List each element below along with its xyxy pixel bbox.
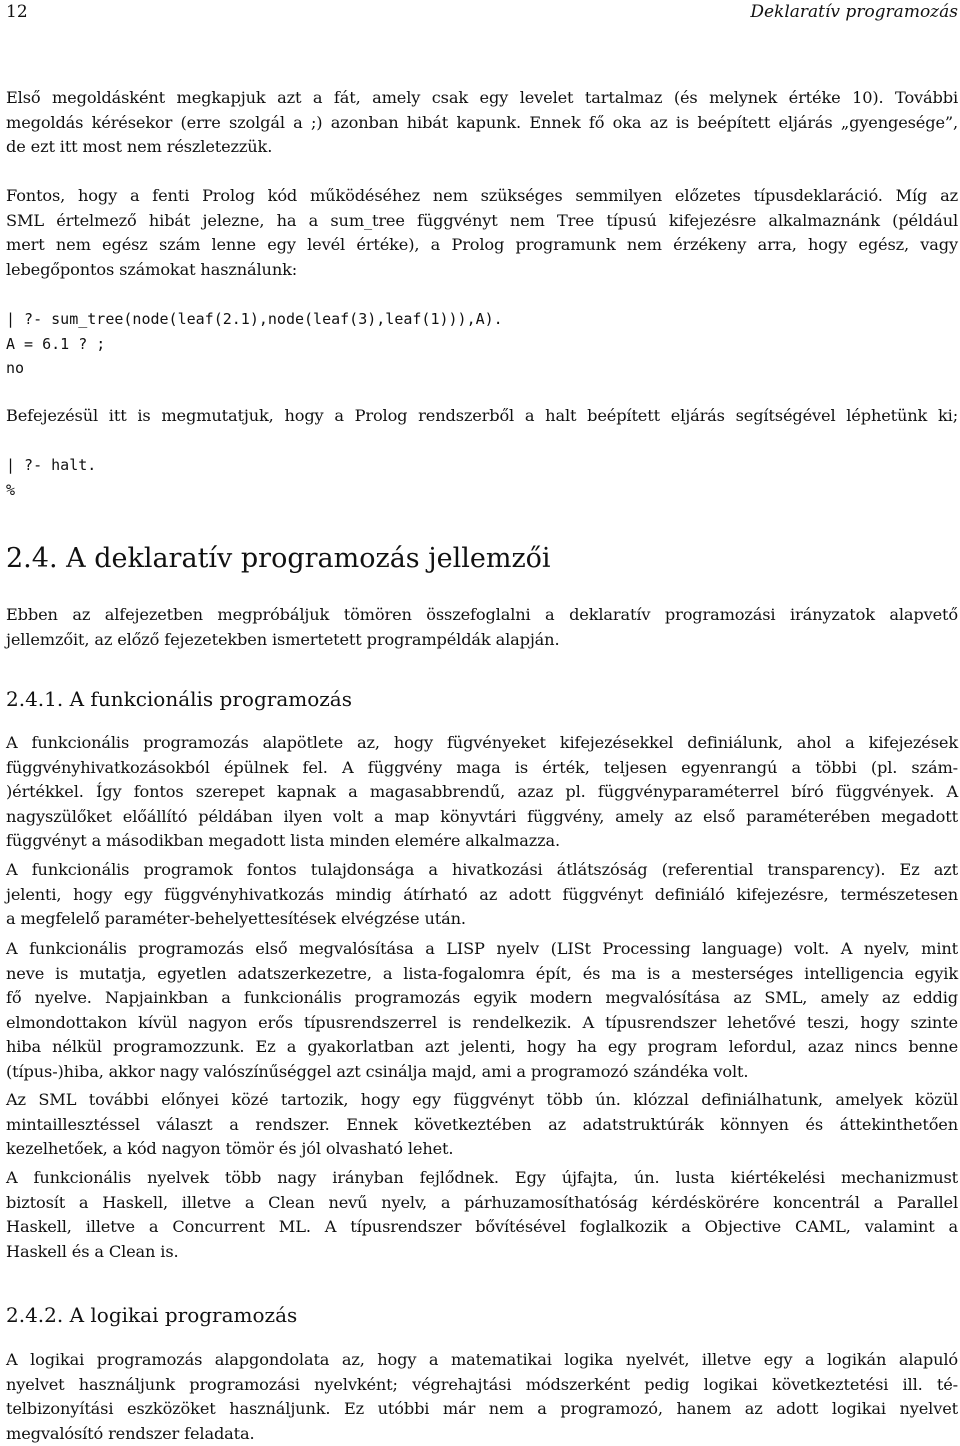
text-line: függvényhivatkozásokból épülnek fel. A függvény maga is érték, teljesen egyenrangú a többi (pl. szám- xyxy=(6,757,958,777)
paragraph-referential-transparency xyxy=(6,858,958,932)
code-block-halt xyxy=(6,453,958,502)
text-line: Befejezésül itt is megmutatjuk, hogy a Prolog rendszerből a halt beépített eljárás segítségével léphetünk ki; xyxy=(6,406,958,425)
code-line: | ?- sum_tree(node(leaf(2.1),node(leaf(3),leaf(1))),A). xyxy=(6,310,503,328)
subsection-title: A logikai programozás xyxy=(69,1303,298,1327)
text-line: lebegőpontos számokat használunk: xyxy=(6,259,298,279)
text-line: (típus-)hiba, akkor nagy valószínűséggel azt csinálja majd, ami a programozó szándéka volt. xyxy=(6,1061,749,1081)
subsection-heading-logic xyxy=(6,1302,958,1328)
text-line: jellemzőit, az előző fejezetekben ismertetett programpéldák alapján. xyxy=(6,629,560,649)
text-line: neve is mutatja, egyetlen adatszerkezetre, a lista-fogalomra épít, és ma is a mesterséges intelligencia egyik xyxy=(6,963,958,983)
subsection-number: 2.4.2. xyxy=(6,1303,64,1327)
paragraph-type-declaration xyxy=(6,184,958,282)
text-line: nyelvet használjunk programozási nyelvként; végrehajtási módszerként pedig logikai következtetési ill. té- xyxy=(6,1374,958,1394)
page-header xyxy=(6,2,958,26)
paragraph-sml-advantages xyxy=(6,1088,958,1162)
text-line: )értékkel. Így fontos szerepet kapnak a magasabbrendű, azaz pl. függvényparaméterrel bíró függvények. A xyxy=(6,782,958,801)
text-line: jelenti, hogy egy függvényhivatkozás mindig átírható az adott függvényt definiáló kifejezésre, természetesen xyxy=(6,884,958,904)
text-line: A logikai programozás alapgondolata az, hogy a matematikai logika nyelvét, illetve egy a logikán alapuló xyxy=(6,1350,958,1369)
code-line: | ?- halt. xyxy=(6,456,97,474)
text-line: mintaillesztéssel választ a rendszer. Ennek következtében az adatstruktúrák könnyen és áttekinthetően xyxy=(6,1114,958,1134)
text-line: A funkcionális nyelvek több nagy irányban fejlődnek. Egy újfajta, ún. lusta kiértékelési mechanizmust xyxy=(6,1168,958,1187)
paragraph-halt xyxy=(6,404,958,429)
text-line: mert nem egész szám lenne egy levél értéke), a Prolog programunk nem érzékeny arra, hogy egész, vagy xyxy=(6,235,958,254)
code-line: % xyxy=(6,480,16,499)
text-line: telbizonyítási eszközöket használjunk. Ez utóbbi már nem a programozó, hanem az adott logikai nyelvet xyxy=(6,1399,958,1418)
text-line: SML értelmező hibát jelezne, ha a sum_tree függvényt nem Tree típusú kifejezésre alkalmaznánk (például xyxy=(6,210,958,230)
subsection-number: 2.4.1. xyxy=(6,687,64,711)
text-line: hiba nélkül programozzunk. Ez a gyakorlatban azt jelenti, hogy ha egy program lefordul, azaz nincs benne xyxy=(6,1037,958,1056)
code-line: A = 6.1 ? ; xyxy=(6,334,106,353)
text-line: A funkcionális programok fontos tulajdonsága a hivatkozási átlátszóság (referential transparency). Ez azt xyxy=(6,860,958,879)
text-line: a megfelelő paraméter-behelyettesítések elvégzése után. xyxy=(6,909,466,928)
text-line: Első megoldásként megkapjuk azt a fát, amely csak egy levelet tartalmaz (és melynek értéke 10). További xyxy=(6,88,958,107)
text-line: elmondottakon kívül nagyon erős típusrendszerrel is rendelkezik. A típusrendszer lehetővé teszi, hogy szinte xyxy=(6,1012,958,1032)
text-line: Haskell, illetve a Concurrent ML. A típusrendszer bővítésével foglalkozik a Objective CAML, valamint a xyxy=(6,1217,958,1236)
text-line: Az SML további előnyei közé tartozik, hogy egy függvényt több ún. klózzal definiálhatunk, amelyek közül xyxy=(6,1090,958,1109)
text-line: Fontos, hogy a fenti Prolog kód működéséhez nem szükséges semmilyen előzetes típusdeklaráció. Míg az xyxy=(6,186,958,205)
text-line: Ebben az alfejezetben megpróbáljuk tömören összefoglalni a deklaratív programozási irányzatok alapvető xyxy=(6,605,958,624)
text-line: megvalósító rendszer feladata. xyxy=(6,1423,255,1443)
text-line: fő nyelve. Napjainkban a funkcionális programozás egyik modern megvalósítása az SML, amely az eddig xyxy=(6,988,958,1007)
text-line: Haskell és a Clean is. xyxy=(6,1241,179,1261)
text-line: A funkcionális programozás első megvalósítása a LISP nyelv (LISt Processing language) volt. A nyelv, mint xyxy=(6,939,958,958)
section-number: 2.4. xyxy=(6,543,58,574)
paragraph-functional-directions xyxy=(6,1166,958,1264)
running-title: Deklaratív programozás xyxy=(750,2,958,22)
text-line: megoldás kérésekor (erre szolgál a ;) azonban hibát kapunk. Ennek fő oka az is beépített eljárás „gyengesége”, xyxy=(6,112,958,132)
text-line: nagyszülőket előállító példában ilyen volt a map könyvtári függvény, amely az első paraméterében megadott xyxy=(6,806,958,826)
code-block-sum-tree xyxy=(6,307,958,381)
code-line: no xyxy=(6,359,25,377)
text-line: A funkcionális programozás alapötlete az, hogy fügvényeket kifejezésekkel definiálunk, ahol a kifejezések xyxy=(6,733,958,752)
paragraph-first-solution xyxy=(6,86,958,160)
paragraph-logic-programming xyxy=(6,1348,958,1446)
text-line: de ezt itt most nem részletezzük. xyxy=(6,137,273,156)
subsection-heading-functional xyxy=(6,686,958,712)
paragraph-functional-basics xyxy=(6,731,958,854)
text-line: kezelhetőek, a kód nagyon tömör és jól olvasható lehet. xyxy=(6,1139,454,1158)
section-title: A deklaratív programozás jellemzői xyxy=(66,543,551,574)
subsection-title: A funkcionális programozás xyxy=(69,687,352,711)
text-line: függvényt a másodikban megadott lista minden elemére alkalmazza. xyxy=(6,831,560,850)
page-number: 12 xyxy=(6,2,28,22)
section-heading xyxy=(6,543,958,575)
text-line: biztosít a Haskell, illetve a Clean nevű nyelv, a párhuzamosíthatóság kérdéskörére koncentrál a Parallel xyxy=(6,1192,958,1212)
paragraph-section-intro xyxy=(6,603,958,652)
paragraph-lisp-sml xyxy=(6,937,958,1084)
